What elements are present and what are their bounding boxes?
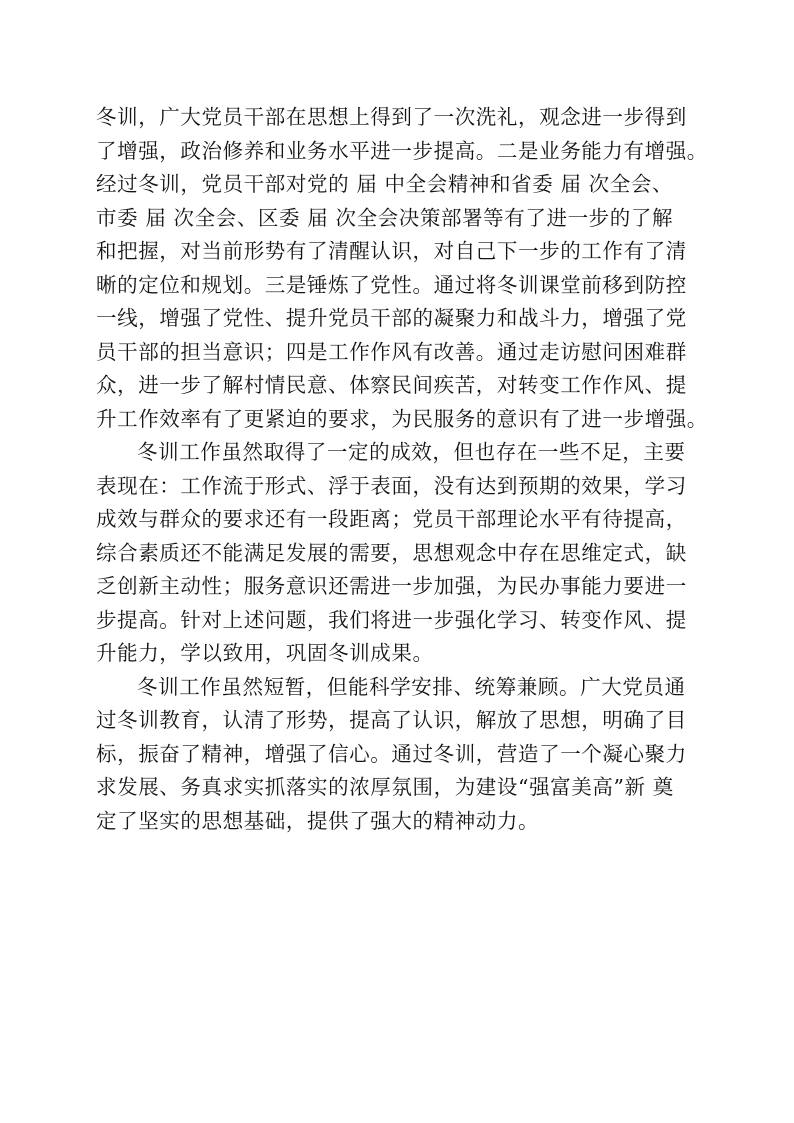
text-line: 冬训工作虽然取得了一定的成效，但也存在一些不足，主要 [137, 440, 686, 464]
text-line: 定了坚实的思想基础，提供了强大的精神动力。 [96, 808, 540, 833]
text-line: 综合素质还不能满足发展的需要，思想观念中存在思维定式，缺 [96, 540, 687, 565]
text-line: 步提高。针对上述问题，我们将进一步强化学习、转变作风、提 [96, 607, 687, 632]
text-line: 成效与群众的要求还有一段距离；党员干部理论水平有待提高， [96, 507, 687, 531]
text-line: 过冬训教育，认清了形势，提高了认识，解放了思想，明确了目 [96, 708, 687, 732]
text-line: 了增强，政治修养和业务水平进一步提高。二是业务能力有增强。 [96, 138, 708, 163]
text-line: 冬训工作虽然短暂，但能科学安排、统筹兼顾。广大党员通 [137, 674, 686, 699]
paragraph-1 [96, 101, 716, 436]
text-line: 升能力，学以致用，巩固冬训成果。 [96, 641, 434, 665]
text-line: 和把握，对当前形势有了清醒认识，对自己下一步的工作有了清 [96, 239, 687, 263]
text-line: 求发展、务真求实抓落实的浓厚氛围，为建设“强富美高”新 奠 [96, 775, 674, 799]
text-line: 市委 届 次全会、区委 届 次全会决策部署等有了进一步的了解 [96, 205, 674, 230]
text-line: 经过冬训，党员干部对党的 届 中全会精神和省委 届 次全会、 [96, 172, 674, 196]
text-line: 冬训，广大党员干部在思想上得到了一次洗礼，观念进一步得到 [96, 105, 687, 129]
text-line: 升工作效率有了更紧迫的要求，为民服务的意识有了进一步增强。 [96, 406, 708, 431]
text-line: 表现在：工作流于形式、浮于表面，没有达到预期的效果，学习 [96, 473, 687, 498]
text-line: 员干部的担当意识；四是工作作风有改善。通过走访慰问困难群 [96, 339, 687, 364]
text-line: 众，进一步了解村情民意、体察民间疾苦，对转变工作作风、提 [96, 373, 687, 397]
text-line: 晰的定位和规划。三是锤炼了党性。通过将冬训课堂前移到防控 [96, 272, 687, 297]
document-body [96, 101, 716, 838]
paragraph-3 [96, 671, 716, 839]
paragraph-2 [96, 436, 716, 671]
text-line: 一线，增强了党性、提升党员干部的凝聚力和战斗力，增强了党 [96, 306, 687, 330]
text-line: 乏创新主动性；服务意识还需进一步加强，为民办事能力要进一 [96, 574, 687, 598]
text-line: 标，振奋了精神，增强了信心。通过冬训，营造了一个凝心聚力 [96, 741, 687, 766]
